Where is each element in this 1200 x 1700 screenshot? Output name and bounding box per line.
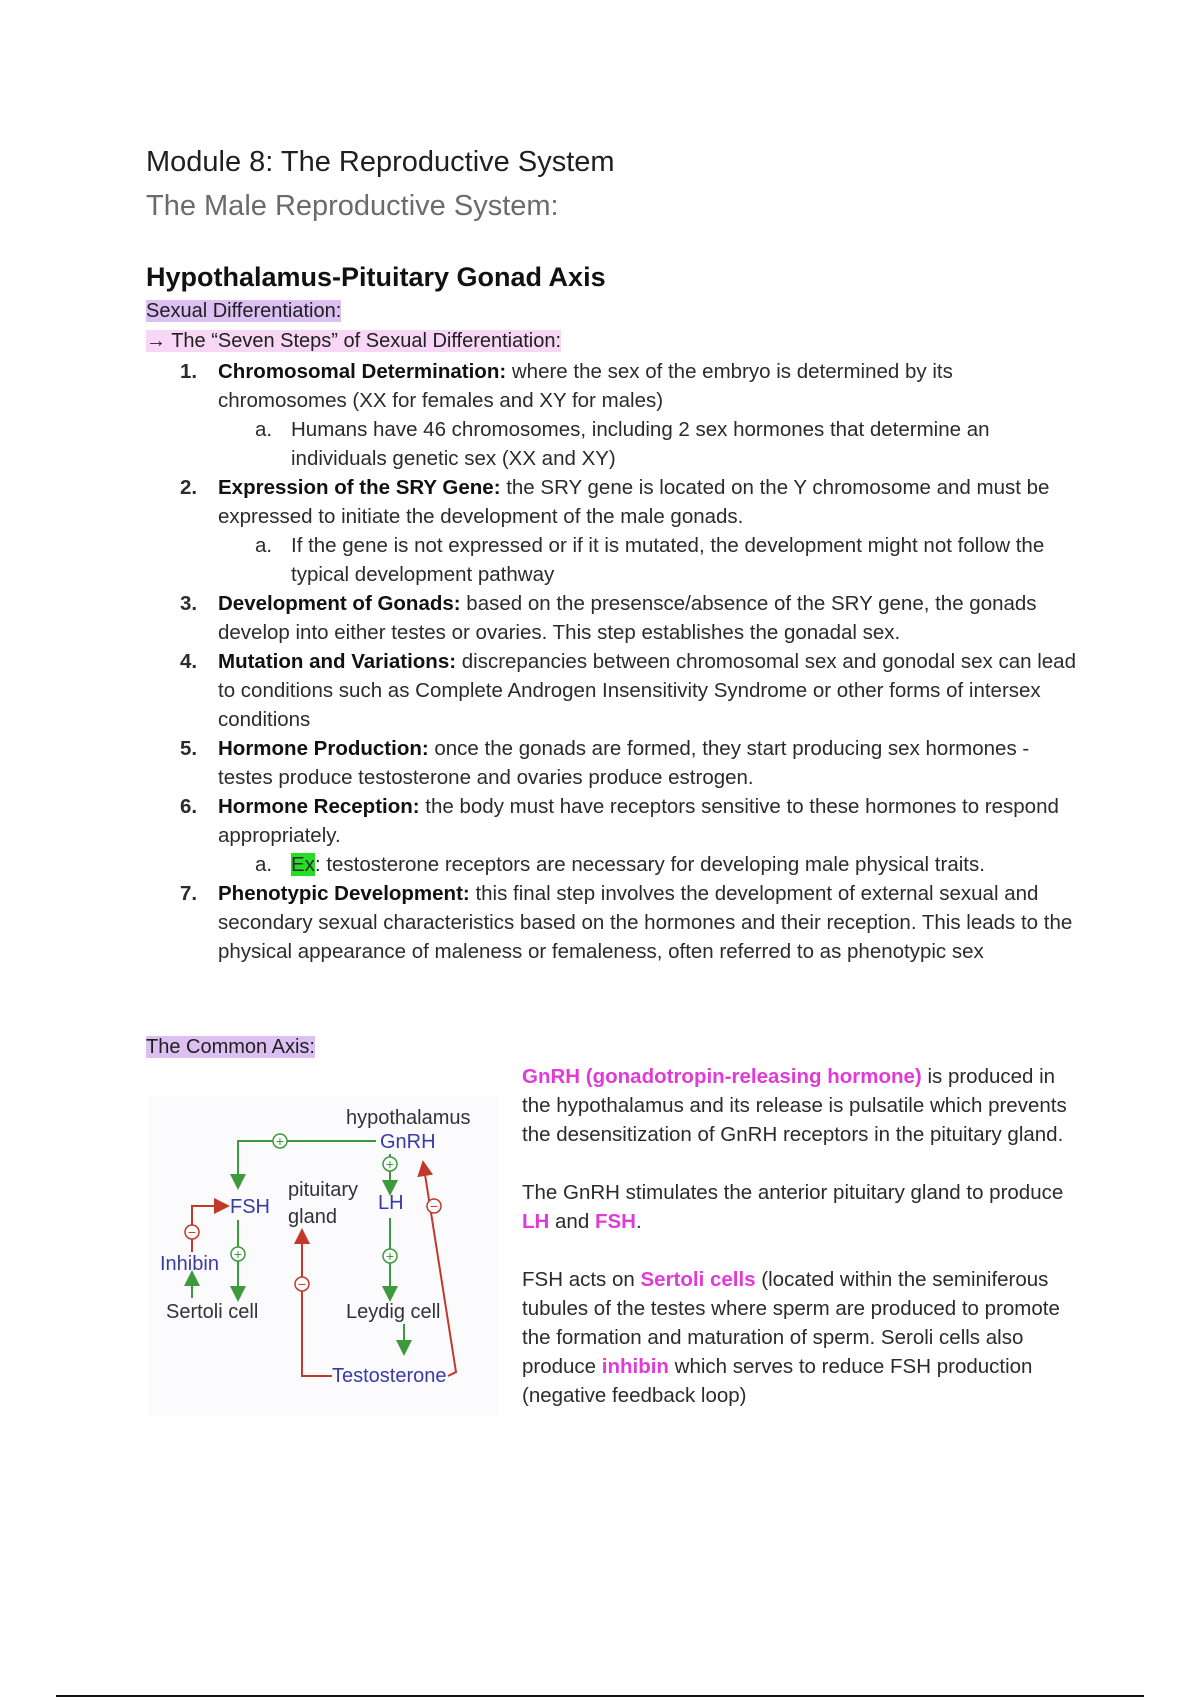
list-item: a. Humans have 46 chromosomes, including 2 sex hormones that determine an individuals genetic sex (XX and XY)	[255, 418, 990, 470]
list-item: a. Ex: testosterone receptors are necessary for developing male physical traits.	[255, 853, 985, 876]
gnrh-to-fsh-arrow	[238, 1141, 376, 1182]
sexual-differentiation-label: Sexual Differentiation:	[146, 300, 342, 322]
plus-sign-lh-leydig	[383, 1248, 397, 1264]
list-item: 1. Chromosomal Determination: where the sex of the embryo is determined by its chromosomes (XX for females and XY for males) a. Humans have 46 chromosomes, including 2 sex hormones that determine an individuals genetic sex (XX and XY)	[146, 357, 1086, 473]
hpg-axis-diagram	[148, 1096, 498, 1416]
testosterone-label: Testosterone	[332, 1365, 447, 1387]
list-item: 7. Phenotypic Development: this final step involves the development of external sexual and secondary sexual characteristics based on the hormones and their reception. This leads to the physical appearance of maleness or femaleness, often referred to as phenotypic sex	[180, 882, 1073, 963]
hypothalamus-label: hypothalamus	[346, 1107, 471, 1129]
svg-text:+: +	[385, 1156, 395, 1172]
seven-steps-list	[146, 357, 1086, 966]
plus-sign-fsh-sertoli	[231, 1246, 245, 1262]
section-heading: Hypothalamus-Pituitary Gonad Axis	[146, 262, 606, 292]
seven-steps-label: → The “Seven Steps” of Sexual Differentiation:	[146, 330, 562, 352]
minus-sign-pituitary	[295, 1276, 309, 1292]
leydig-cell-label: Leydig cell	[346, 1301, 441, 1323]
bottom-divider	[56, 1695, 1144, 1697]
list-item: 3. Development of Gonads: based on the presensce/absence of the SRY gene, the gonads develop into either testes or ovaries. This step establishes the gonadal sex.	[180, 592, 1037, 644]
svg-text:+: +	[275, 1133, 285, 1149]
sertoli-cell-label: Sertoli cell	[166, 1301, 259, 1323]
ex-highlight: Ex	[291, 853, 315, 876]
inhibin-label: Inhibin	[160, 1253, 219, 1275]
svg-text:+: +	[385, 1248, 395, 1264]
list-item: 6. Hormone Reception: the body must have receptors sensitive to these hormones to respond appropriately. a. Ex: testosterone receptors are necessary for developing male physical traits.	[146, 792, 1086, 879]
plus-sign-gnrh-fsh	[273, 1133, 287, 1149]
list-item: 5. Hormone Production: once the gonads are formed, they start producing sex hormones - testes produce testosterone and ovaries produce estrogen.	[180, 737, 1030, 789]
testosterone-to-pituitary-arrow	[302, 1236, 332, 1376]
fsh-label: FSH	[230, 1196, 270, 1218]
sertoli-paragraph: FSH acts on Sertoli cells (located within the seminiferous tubules of the testes where sperm are produced to promote the formation and maturation of sperm. Seroli cells also produce inhibin which serves to reduce FSH production (negative feedback loop)	[522, 1268, 1060, 1407]
svg-text:−: −	[297, 1276, 307, 1292]
page-subtitle: The Male Reproductive System:	[146, 190, 559, 222]
gland-label: gland	[288, 1206, 337, 1228]
svg-text:−: −	[187, 1224, 197, 1240]
svg-text:+: +	[233, 1246, 243, 1262]
common-axis-label: The Common Axis:	[146, 1036, 315, 1058]
testosterone-to-hypothalamus-arrow	[424, 1168, 456, 1376]
gnrh-paragraph: GnRH (gonadotropin-releasing hormone) is produced in the hypothalamus and its release is pulsatile which prevents the desensitization of GnRH receptors in the pituitary gland.	[522, 1065, 1067, 1146]
plus-sign-gnrh-lh	[383, 1156, 397, 1172]
list-item: a. If the gene is not expressed or if it is mutated, the development might not follow the typical development pathway	[255, 534, 1045, 586]
common-axis-description	[522, 1062, 1082, 1439]
lh-fsh-paragraph: The GnRH stimulates the anterior pituitary gland to produce LH and FSH.	[522, 1181, 1064, 1233]
lh-label: LH	[378, 1192, 404, 1214]
list-item: 2. Expression of the SRY Gene: the SRY gene is located on the Y chromosome and must be expressed to initiate the development of the male gonads. a. If the gene is not expressed or if it is mutated, the development might not follow the typical development pathway	[146, 473, 1086, 589]
gnrh-label: GnRH	[380, 1131, 436, 1153]
list-item: 4. Mutation and Variations: discrepancies between chromosomal sex and gonodal sex can lead to conditions such as Complete Androgen Insensitivity Syndrome or other forms of intersex conditions	[180, 650, 1076, 731]
pituitary-label: pituitary	[288, 1179, 359, 1201]
svg-text:−: −	[429, 1198, 439, 1214]
minus-sign-inhibin	[185, 1224, 199, 1240]
minus-sign-hypothalamus	[427, 1198, 441, 1214]
page-title: Module 8: The Reproductive System	[146, 146, 615, 178]
